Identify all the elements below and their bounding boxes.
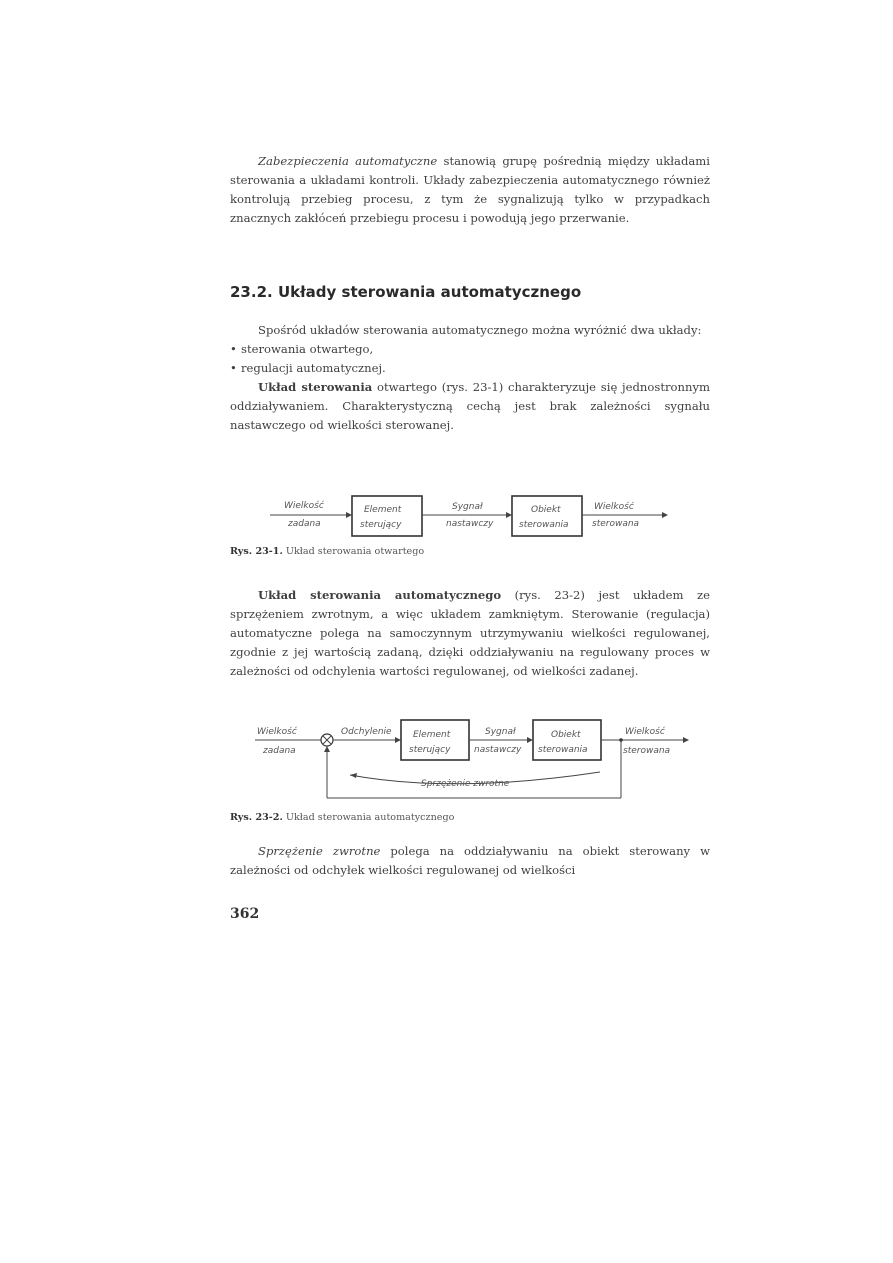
arrow-icon <box>346 512 352 518</box>
list-item: • sterowania otwartego, <box>230 340 710 359</box>
signal-label-2: nastawczy <box>446 519 494 529</box>
paragraph-text: otwartego (rys. 23-1) charakteryzuje się jednostronnym oddziaływaniem. Charakterystyczną cechą jest brak zależności sygnału nastawczego od wielkości sterowanej. <box>230 380 710 432</box>
control-element-box <box>352 496 422 536</box>
section-title: Układy sterowania automatycznego <box>277 283 582 301</box>
signal-label-1: Sygnał <box>485 727 516 737</box>
intro-sentence: Spośród układów sterowania automatycznego można wyróżnić dwa układy: <box>258 323 702 337</box>
figure-caption <box>230 812 454 823</box>
caption-number: Rys. 23-1. <box>230 546 283 557</box>
paragraph-text: stanowią grupę pośrednią między układami sterowania a układami kontroli. Układy zabezpieczenia automatycznego również kontrolują przebieg procesu, z tym że sygnalizują tylko w przypadkach znacznych zakłóceń przebiegu procesu i powodują jego przerwanie. <box>230 154 710 225</box>
box2-label-1: Obiekt <box>551 730 581 740</box>
output-label-1: Wielkość <box>594 502 634 512</box>
intro-paragraph <box>230 152 710 228</box>
input-label-2: zadana <box>263 746 296 756</box>
output-label-1: Wielkość <box>625 727 665 737</box>
caption-text: Układ sterowania otwartego <box>282 546 425 557</box>
section-heading <box>230 283 581 301</box>
arrow-icon <box>662 512 668 518</box>
term-bold: Układ sterowania automatycznego <box>258 588 502 602</box>
arrow-icon <box>527 737 533 743</box>
arrow-icon <box>683 737 689 743</box>
input-label-1: Wielkość <box>257 727 297 737</box>
output-label-2: sterowana <box>623 746 671 756</box>
arrow-icon <box>395 737 401 743</box>
term-italic: Sprzężenie zwrotne <box>258 844 381 858</box>
feedback-label: Sprzężenie zwrotne <box>421 779 510 789</box>
figure-caption <box>230 546 424 557</box>
term-bold: Układ sterowania <box>258 380 373 394</box>
section-body <box>230 321 710 435</box>
plant-box <box>512 496 582 536</box>
signal-label-1: Sygnał <box>452 502 483 512</box>
box1-label-1: Element <box>364 505 402 515</box>
bullet-list <box>230 340 710 378</box>
feedback-paragraph <box>230 842 710 880</box>
caption-number: Rys. 23-2. <box>230 812 283 823</box>
input-label-1: Wielkość <box>284 501 324 511</box>
output-label-2: sterowana <box>592 519 640 529</box>
arrow-icon <box>324 746 330 752</box>
section-number: 23.2. <box>230 283 273 301</box>
closed-loop-paragraph <box>230 586 710 681</box>
box2-label-2: sterowania <box>538 745 588 755</box>
closed-loop-diagram <box>255 712 695 802</box>
arrow-icon <box>350 773 357 778</box>
box2-label-1: Obiekt <box>531 505 561 515</box>
page-number: 362 <box>230 906 260 922</box>
list-item: • regulacji automatycznej. <box>230 359 710 378</box>
input-label-2: zadana <box>288 519 321 529</box>
box1-label-2: sterujący <box>360 520 402 530</box>
box1-label-1: Element <box>413 730 451 740</box>
box1-label-2: sterujący <box>409 745 451 755</box>
term-italic: Zabezpieczenia automatyczne <box>258 154 438 168</box>
box2-label-2: sterowania <box>519 520 569 530</box>
paragraph-text: polega na oddziaływaniu na obiekt sterowany w zależności od odchyłek wielkości regulowanej od wielkości <box>230 844 710 877</box>
caption-text: Układ sterowania automatycznego <box>282 812 455 823</box>
paragraph-text: (rys. 23-2) jest układem ze sprzężeniem zwrotnym, a więc układem zamkniętym. Sterowanie (regulacja) automatyczne polega na samoczynnym utrzymywaniu wielkości regulowanej, zgodnie z jej wartością zadaną, dzięki oddziaływaniu na regulowany proces w zależności od odchylenia wartości regulowanej, od wielkości zadanej. <box>230 588 710 678</box>
arrow-icon <box>506 512 512 518</box>
signal-label-2: nastawczy <box>474 745 522 755</box>
deviation-label: Odchylenie <box>341 727 392 737</box>
open-loop-diagram <box>270 490 690 548</box>
